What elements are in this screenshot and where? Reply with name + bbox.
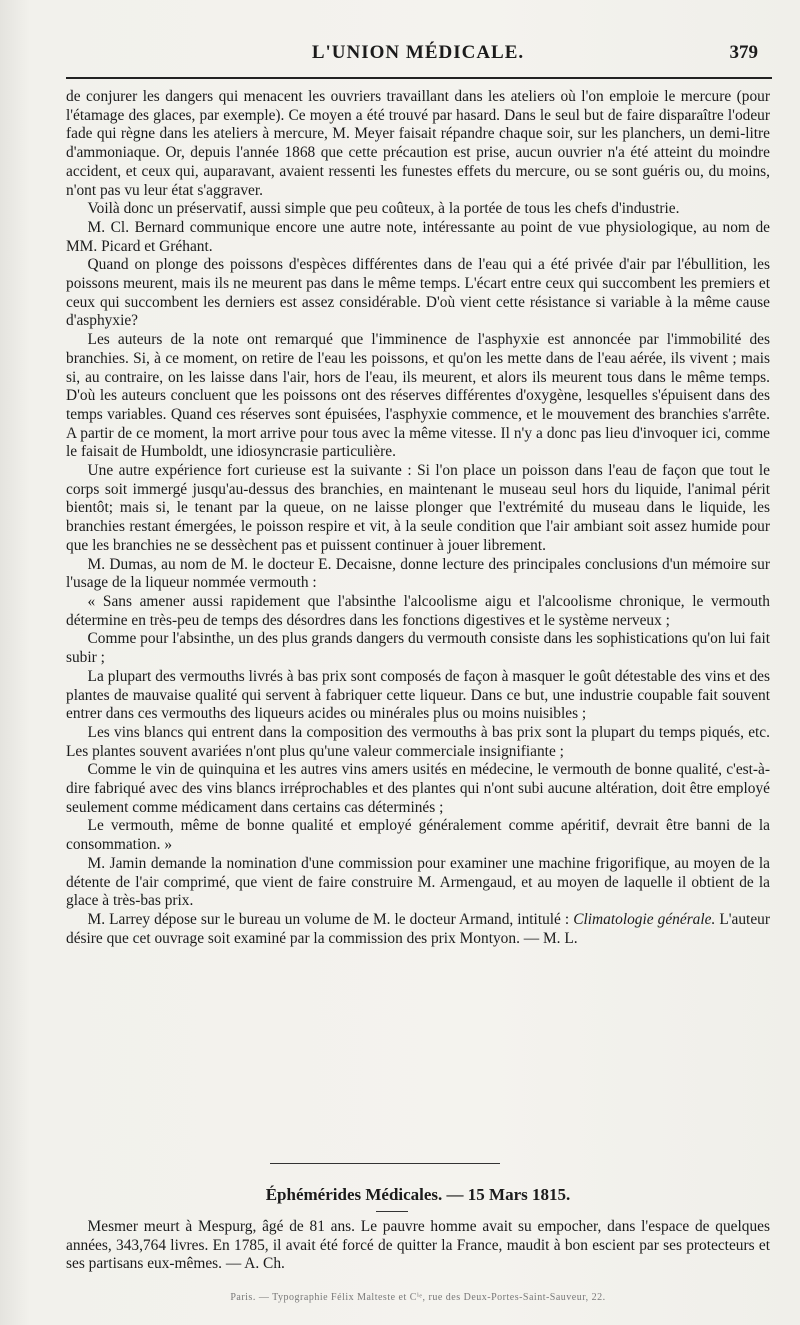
page-header — [66, 42, 770, 78]
paragraph: Voilà donc un préservatif, aussi simple que peu coûteux, à la portée de tous les chefs d'industrie. — [87, 200, 680, 218]
larrey-text-after: L'auteur désire que cet ouvrage soit examiné par la commission des prix Montyon. — M. L. — [66, 910, 770, 947]
paragraph: Quand on plonge des poissons d'espèces différentes dans de l'eau qui a été privée d'air par l'ébullition, les poissons meurent, mais ils ne meurent pas dans le même temps. L'écart entre ceux qui succombent les premiers et ceux qui succombent les derniers est assez considérable. D'où vient cette résistance si variable à la même cause d'asphyxie? — [66, 256, 770, 330]
section-divider — [270, 1163, 500, 1164]
paragraph-larrey — [66, 911, 770, 948]
paragraph: Les vins blancs qui entrent dans la composition des vermouths à bas prix sont la plupart du temps piqués, etc. Les plantes souvent avariées n'ont plus qu'une valeur commerciale insignifiante ; — [66, 723, 770, 760]
ephemerides-title: Éphémérides Médicales. — 15 Mars 1815. — [265, 1185, 571, 1204]
book-title: Climatologie générale. — [573, 910, 716, 928]
page-number: 379 — [729, 42, 758, 63]
paragraph: « Sans amener aussi rapidement que l'absinthe l'alcoolisme aigu et l'alcoolisme chronique, le vermouth détermine en très-peu de temps des désordres dans les fonctions digestives et le système nerveux ; — [66, 592, 770, 629]
article-body — [66, 88, 770, 1178]
paragraph: de conjurer les dangers qui menacent les ouvriers travaillant dans les ateliers où l'on emploie le mercure (pour l'étamage des glaces, par exemple). Ce moyen a été trouvé par hasard. Dans le seul but de faire disparaître l'odeur fade qui règne dans les ateliers à mercure, M. Meyer faisait répandre chaque soir, sur les planchers, un demi-litre d'ammoniaque. Or, depuis l'année 1868 que cette précaution est prise, aucun ouvrier n'a été atteint du moindre accident, et ceux qui, auparavant, avaient ressenti les funestes effets du mercure, ou se sont guéris ou, du moins, n'ont pas vu leur état s'aggraver. — [66, 88, 770, 199]
paragraph: La plupart des vermouths livrés à bas prix sont composés de façon à masquer le goût détestable des vins et des plantes de mauvaise qualité qui servent à fabriquer cette liqueur. Dans ce but, une industrie coupable fait souvent entrer dans ces vermouths des liqueurs acides ou minérales plus ou moins nuisibles ; — [66, 667, 770, 723]
header-rule — [66, 77, 772, 79]
paragraph: Les auteurs de la note ont remarqué que l'imminence de l'asphyxie est annoncée par l'immobilité des branchies. Si, à ce moment, on retire de l'eau les poissons, et qu'on les mette dans de l'eau aérée, ils vivent ; mais si, au contraire, on les laisse dans l'air, hors de l'eau, ils meurent, et alors ils meurent tous dans le même temps. D'où les auteurs concluent que les poissons ont des réserves différentes d'oxygène, lesquelles s'épuisent dans des temps variables. Quand ces réserves sont épuisées, l'asphyxie commence, et le mouvement des branchies s'arrête. A partir de ce moment, la mort arrive pour tous avec la même vitesse. Il n'y a donc pas lieu d'invoquer ici, comme le faisait de Humboldt, une idiosyncrasie particulière. — [66, 331, 770, 461]
printer-footer: Paris. — Typographie Félix Malteste et Cⁱᵉ, rue des Deux-Portes-Saint-Sauveur, 22. — [230, 1292, 606, 1303]
ephemerides-text: Mesmer meurt à Mespurg, âgé de 81 ans. Le pauvre homme avait su empocher, dans l'espace de quelques années, 343,764 livres. En 1785, il avait été forcé de quitter la France, maudit à bon escient par ses protecteurs et ses partisans eux-mêmes. — A. Ch. — [66, 1218, 770, 1273]
paragraph: M. Dumas, au nom de M. le docteur E. Decaisne, donne lecture des principales conclusions d'un mémoire sur l'usage de la liqueur nommée vermouth : — [66, 555, 770, 592]
paragraph: M. Cl. Bernard communique encore une autre note, intéressante au point de vue physiologique, au nom de MM. Picard et Gréhant. — [66, 218, 770, 255]
running-title: L'UNION MÉDICALE. — [311, 42, 525, 63]
paragraph: M. Jamin demande la nomination d'une commission pour examiner une machine frigorifique, au moyen de la détente de l'air comprimé, que vient de faire construire M. Armengaud, et au moyen de laquelle il obtient de la glace à très-bas prix. — [66, 854, 770, 910]
larrey-text-before: M. Larrey dépose sur le bureau un volume de M. le docteur Armand, intitulé : — [87, 910, 574, 928]
paragraph: Comme le vin de quinquina et les autres vins amers usités en médecine, le vermouth de bonne qualité, c'est-à-dire fabriqué avec des vins blancs irréprochables et des plantes qui n'ont subi aucune altération, doit être employé seulement comme médicament dans certains cas déterminés ; — [66, 761, 770, 816]
ephemerides-body — [66, 1218, 770, 1274]
ephemerides-rule — [376, 1211, 408, 1212]
paragraph: Une autre expérience fort curieuse est la suivante : Si l'on place un poisson dans l'eau de façon que tout le corps soit immergé jusqu'au-dessus des branchies, en maintenant le museau seul hors du liquide, l'animal périt bientôt; mais si, le tenant par la queue, on ne laisse plonger que l'extrémité du museau dans le liquide, les branchies restant émergées, le poisson respire et vit, à la seule condition que l'air ambiant soit assez humide pour que les branchies ne se dessèchent pas et puissent continuer à jouer librement. — [66, 462, 770, 554]
paragraph: Le vermouth, même de bonne qualité et employé généralement comme apéritif, devrait être banni de la consommation. » — [66, 817, 770, 854]
paragraph: Comme pour l'absinthe, un des plus grands dangers du vermouth consiste dans les sophistications qu'on lui fait subir ; — [66, 630, 770, 667]
